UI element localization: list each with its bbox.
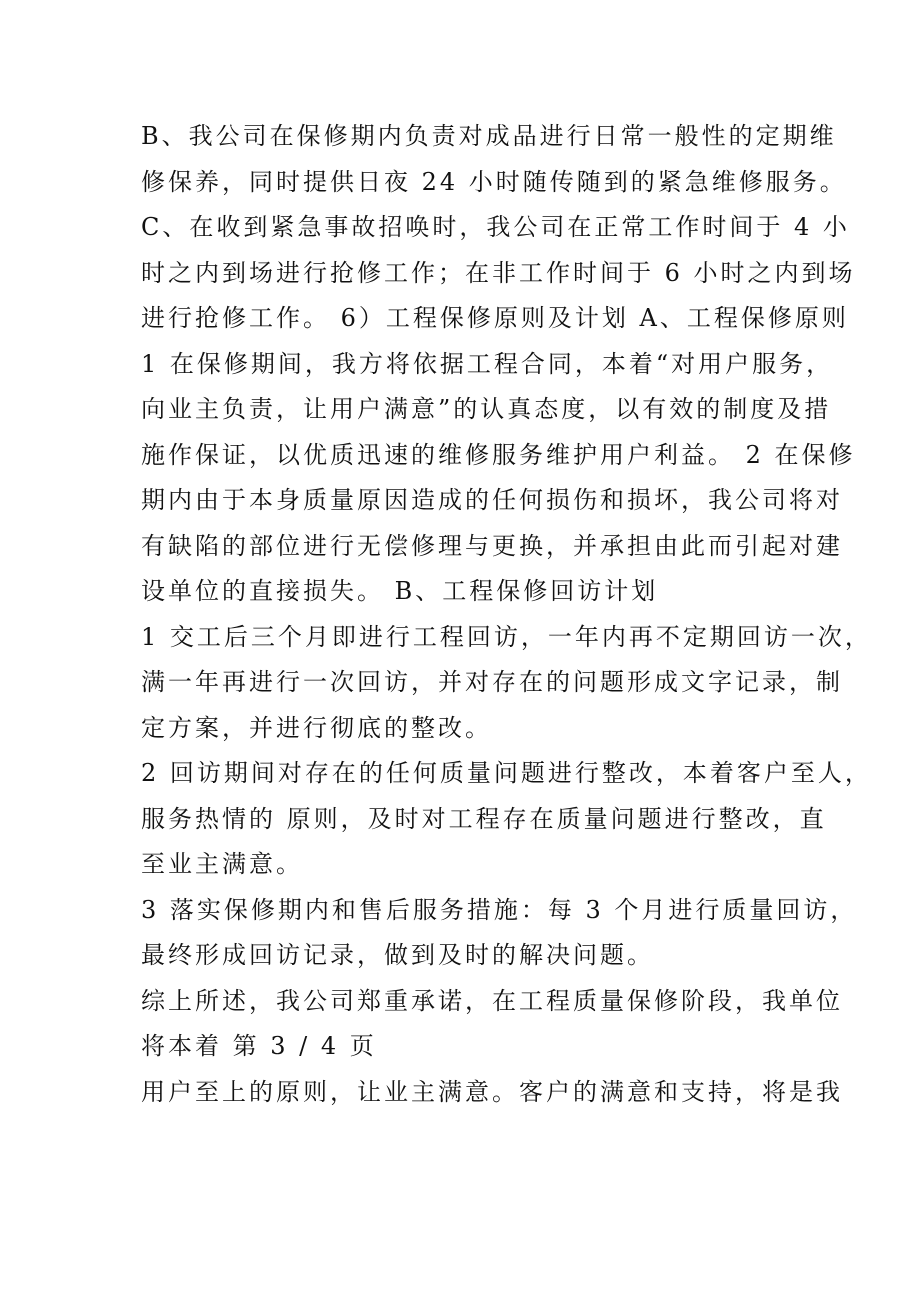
text-line: 1 交工后三个月即进行工程回访，一年内再不定期回访一次， <box>141 622 872 651</box>
text-line: 至业主满意。 <box>141 850 303 878</box>
text-line: 向业主负责，让用户满意”的认真态度，以有效的制度及措 <box>141 395 832 423</box>
text-line: 满一年再进行一次回访，并对存在的问题形成文字记录，制 <box>141 668 843 696</box>
text-line: 3 落实保修期内和售后服务措施：每 3 个月进行质量回访， <box>141 895 858 924</box>
text-line: 定方案，并进行彻底的整改。 <box>141 713 492 742</box>
text-line: B、我公司在保修期内负责对成品进行日常一般性的定期维 <box>141 122 837 150</box>
text-line: 施作保证，以优质迅速的维修服务维护用户利益。 2 在保修 <box>141 440 856 469</box>
body-text <box>141 114 872 1115</box>
page-number-line: 将本着 第 3 / 4 页 <box>141 1032 377 1060</box>
text-line: C、在收到紧急事故招唤时，我公司在正常工作时间于 4 小 <box>141 213 850 241</box>
text-line: 用户至上的原则，让业主满意。客户的满意和支持，将是我 <box>141 1077 843 1106</box>
text-line: 期内由于本身质量原因造成的任何损伤和损坏，我公司将对 <box>141 486 843 514</box>
text-line: 设单位的直接损失。 B、工程保修回访计划 <box>141 577 659 605</box>
text-line: 进行抢修工作。 6）工程保修原则及计划 A、工程保修原则 <box>141 304 849 332</box>
text-line: 服务热情的 原则，及时对工程存在质量问题进行整改，直 <box>141 804 827 833</box>
text-line: 2 回访期间对存在的任何质量问题进行整改，本着客户至人， <box>141 759 872 787</box>
text-line: 修保养，同时提供日夜 24 小时随传随到的紧急维修服务。 <box>141 167 847 196</box>
text-line: 时之内到场进行抢修工作；在非工作时间于 6 小时之内到场 <box>141 258 856 287</box>
text-line: 最终形成回访记录，做到及时的解决问题。 <box>141 941 654 969</box>
text-line: 有缺陷的部位进行无偿修理与更换，并承担由此而引起对建 <box>141 531 843 560</box>
text-line: 1 在保修期间，我方将依据工程合同，本着“对用户服务， <box>141 349 834 378</box>
text-line: 综上所述，我公司郑重承诺，在工程质量保修阶段，我单位 <box>141 986 843 1015</box>
